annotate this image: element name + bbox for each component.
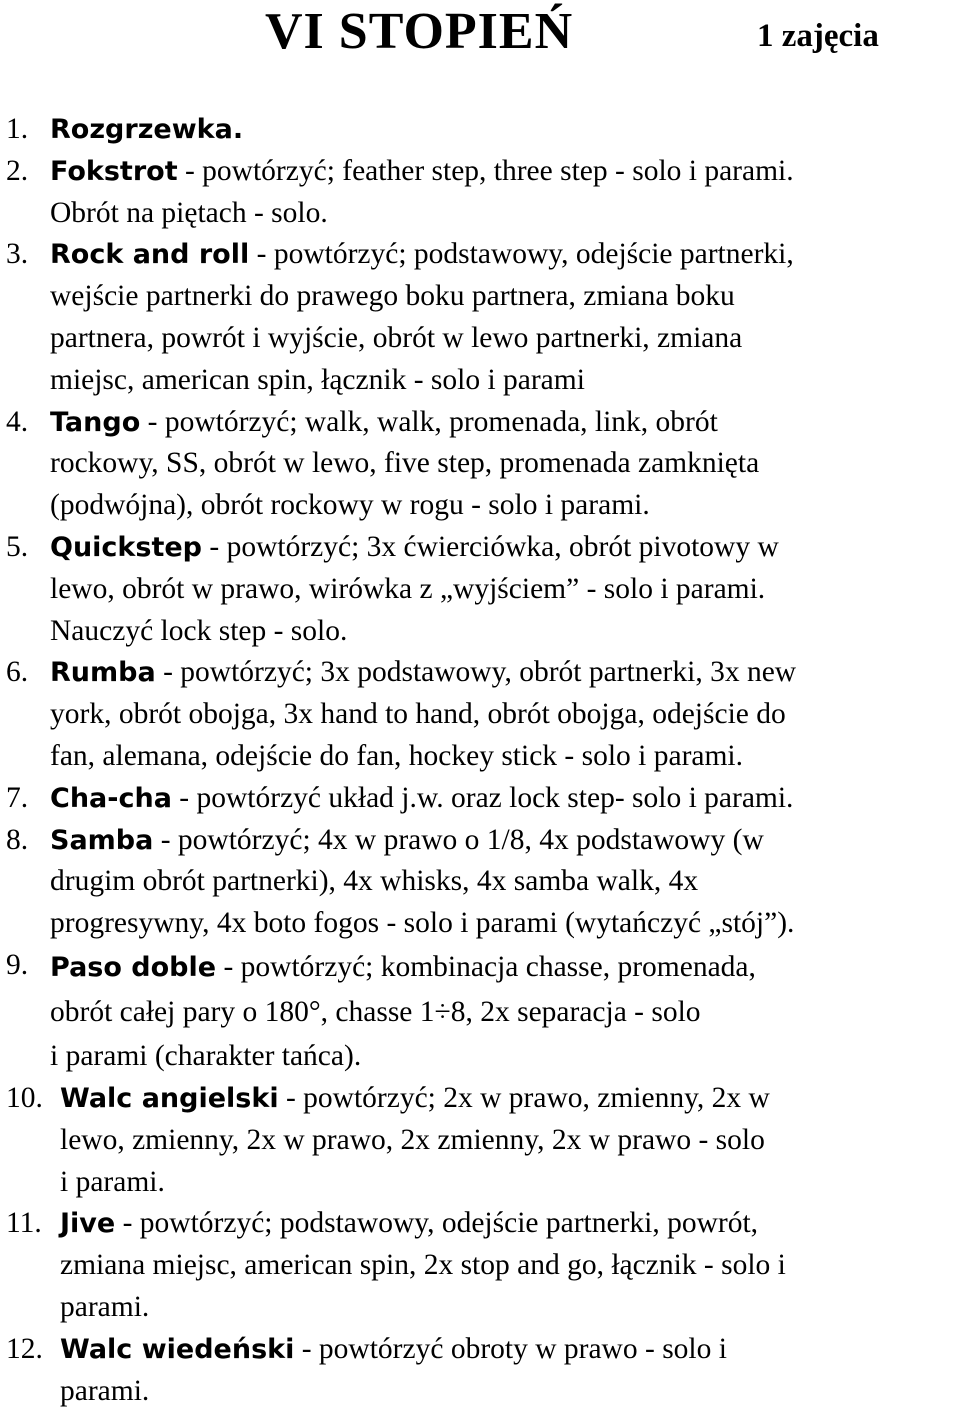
item-continuation-line: parami.	[60, 1374, 150, 1407]
list-item	[0, 151, 960, 235]
item-number: 10.	[6, 1081, 43, 1114]
item-number: 3.	[6, 238, 29, 271]
session-label: 1 zajęcia	[757, 18, 879, 54]
item-continuation-line: drugim obrót partnerki), 4x whisks, 4x samba walk, 4x	[50, 865, 699, 898]
item-first-line	[60, 1203, 960, 1245]
item-continuation-line: obrót całej pary o 180°, chasse 1÷8, 2x separacja - solo	[50, 995, 701, 1028]
dance-name: Walc angielski	[60, 1082, 279, 1114]
item-continuation-line: Obrót na piętach - solo.	[50, 196, 328, 229]
item-first-line	[50, 234, 960, 276]
list-item	[0, 402, 960, 527]
item-description: - powtórzyć; 4x w prawo o 1/8, 4x podstawowy (w	[153, 823, 764, 856]
item-first-line	[50, 652, 960, 694]
page-title: VI STOPIEŃ	[265, 3, 574, 60]
item-description: - powtórzyć; 3x ćwierciówka, obrót pivotowy w	[202, 530, 779, 563]
item-number: 8.	[6, 823, 29, 856]
item-description: - powtórzyć; podstawowy, odejście partnerki,	[249, 238, 794, 271]
list-item	[0, 1329, 960, 1413]
dance-name: Fokstrot	[50, 155, 178, 187]
item-description: - powtórzyć; podstawowy, odejście partnerki, powrót,	[115, 1207, 759, 1240]
list-item	[0, 527, 960, 652]
item-number: 9.	[6, 948, 29, 981]
list-item	[0, 778, 960, 820]
item-number: 7.	[6, 781, 29, 814]
list-item	[0, 1078, 960, 1203]
item-number: 4.	[6, 405, 29, 438]
item-first-line	[60, 1329, 960, 1371]
dance-name: Jive	[60, 1208, 116, 1240]
item-continuation-line: i parami.	[60, 1165, 165, 1198]
item-first-line	[50, 527, 960, 569]
item-continuation-line: wejście partnerki do prawego boku partnera, zmiana boku	[50, 280, 735, 313]
dance-name: Cha-cha	[50, 782, 172, 814]
item-description: - powtórzyć; kombinacja chasse, promenada,	[216, 950, 756, 983]
item-number: 6.	[6, 656, 29, 689]
item-first-line	[50, 820, 960, 862]
item-continuation-line: rockowy, SS, obrót w lewo, five step, promenada zamknięta	[50, 447, 760, 480]
list-item	[0, 652, 960, 777]
item-continuation-line: lewo, zmienny, 2x w prawo, 2x zmienny, 2x w prawo - solo	[60, 1123, 765, 1156]
item-first-line	[50, 402, 960, 444]
item-number: 11.	[6, 1207, 42, 1240]
dance-name: Tango	[50, 406, 141, 438]
item-continuation-line: progresywny, 4x boto fogos - solo i parami (wytańczyć „stój”).	[50, 907, 795, 940]
item-number: 2.	[6, 154, 29, 187]
item-first-line	[60, 1078, 960, 1120]
dance-name: Rozgrzewka.	[50, 114, 244, 145]
item-description: - powtórzyć obroty w prawo - solo i	[294, 1332, 727, 1365]
dance-name: Paso doble	[50, 951, 217, 983]
item-first-line	[50, 109, 960, 151]
item-first-line	[50, 778, 960, 820]
item-description: - powtórzyć; walk, walk, promenada, link, obrót	[140, 405, 718, 438]
item-number: 12.	[6, 1332, 43, 1365]
page-header	[0, 0, 960, 80]
lesson-plan-list	[0, 109, 960, 1412]
item-continuation-line: partnera, powrót i wyjście, obrót w lewo partnerki, zmiana	[50, 321, 743, 354]
item-continuation-line: (podwójna), obrót rockowy w rogu - solo i parami.	[50, 489, 650, 522]
list-item	[0, 945, 960, 1078]
item-continuation-line: lewo, obrót w prawo, wirówka z „wyjściem” - solo i parami.	[50, 572, 766, 605]
item-first-line	[50, 151, 960, 193]
item-continuation-line: parami.	[60, 1290, 150, 1323]
dance-name: Samba	[50, 824, 154, 856]
item-description: - powtórzyć; feather step, three step - solo i parami.	[177, 154, 794, 187]
dance-name: Walc wiedeński	[60, 1333, 295, 1365]
item-number: 5.	[6, 530, 29, 563]
item-continuation-line: zmiana miejsc, american spin, 2x stop and go, łącznik - solo i	[60, 1249, 786, 1282]
item-number: 1.	[6, 113, 29, 145]
list-item	[0, 234, 960, 401]
item-continuation-line: fan, alemana, odejście do fan, hockey stick - solo i parami.	[50, 739, 744, 772]
list-item	[0, 109, 960, 151]
item-description: - powtórzyć; 3x podstawowy, obrót partnerki, 3x new	[155, 656, 797, 689]
list-item	[0, 820, 960, 945]
item-continuation-line: i parami (charakter tańca).	[50, 1039, 362, 1072]
list-item	[0, 1203, 960, 1328]
item-continuation-line: miejsc, american spin, łącznik - solo i parami	[50, 363, 585, 396]
item-continuation-line: Nauczyć lock step - solo.	[50, 614, 348, 647]
item-continuation-line: york, obrót obojga, 3x hand to hand, obrót obojga, odejście do	[50, 698, 786, 731]
dance-name: Quickstep	[50, 531, 203, 563]
item-description: - powtórzyć; 2x w prawo, zmienny, 2x w	[278, 1081, 770, 1114]
item-first-line	[50, 945, 960, 990]
dance-name: Rumba	[50, 657, 156, 689]
item-description: - powtórzyć układ j.w. oraz lock step- solo i parami.	[171, 781, 794, 814]
dance-name: Rock and roll	[50, 239, 250, 271]
